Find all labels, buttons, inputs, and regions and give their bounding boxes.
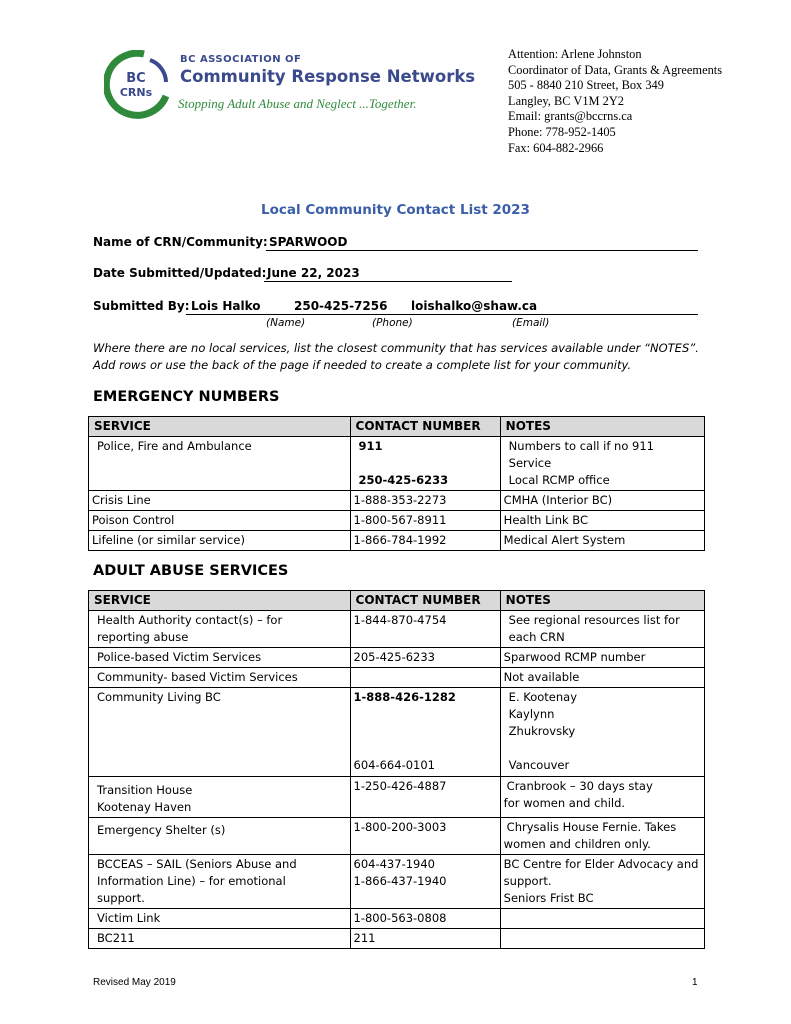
table-row: [89, 491, 705, 511]
table-row: [89, 648, 705, 668]
notes-cell: Chrysalis House Fernie. Takes: [506, 820, 677, 834]
service-cell: Community- based Victim Services: [97, 670, 298, 684]
notes-cell: [500, 909, 704, 929]
table-row: [89, 777, 705, 818]
notes-cell: E. Kootenay: [508, 690, 578, 704]
contact-cell: 1-866-784-1992: [350, 531, 500, 551]
sublabel-name: (Name): [266, 317, 306, 329]
service-cell: Emergency Shelter (s): [97, 823, 226, 837]
sublabel-email: (Email): [512, 317, 550, 329]
contact-city: Langley, BC V1M 2Y2: [508, 93, 624, 108]
service-cell: support.: [97, 891, 145, 905]
submitted-name: Lois Halko: [191, 299, 261, 313]
instruction-line: Where there are no local services, list the closest community that has services available under “NOTES”.: [93, 341, 699, 355]
contact-phone: Phone: 778-952-1405: [508, 124, 616, 139]
table-row: [89, 929, 705, 949]
contact-cell: 1-800-200-3003: [350, 818, 500, 855]
abuse-heading: ADULT ABUSE SERVICES: [93, 563, 289, 579]
contact-cell: 205-425-6233: [350, 648, 500, 668]
contact-cell: 1-888-426-1282: [353, 690, 456, 704]
instructions: [93, 340, 699, 374]
service-cell: Kootenay Haven: [97, 800, 192, 814]
submitted-email: loishalko@shaw.ca: [411, 299, 538, 313]
table-row: [89, 909, 705, 929]
sublabel-phone: (Phone): [372, 317, 413, 329]
service-cell: Police-based Victim Services: [97, 650, 262, 664]
table-row: [89, 437, 705, 491]
table-header-row: [89, 417, 705, 437]
service-cell: BC211: [97, 931, 135, 945]
contact-cell: 1-250-426-4887: [350, 777, 500, 818]
contact-cell: 604-664-0101: [353, 758, 435, 772]
notes-cell: Sparwood RCMP number: [500, 648, 704, 668]
contact-street: 505 - 8840 210 Street, Box 349: [508, 78, 664, 93]
header-notes: NOTES: [500, 417, 704, 437]
notes-cell: Kaylynn: [508, 707, 555, 721]
crn-label: Name of CRN/Community:: [93, 235, 268, 249]
header-contact: CONTACT NUMBER: [350, 591, 500, 611]
logo-line1: BC ASSOCIATION OF: [180, 54, 302, 65]
emergency-heading: EMERGENCY NUMBERS: [93, 389, 280, 405]
contact-email[interactable]: Email: grants@bccrns.ca: [508, 109, 633, 124]
table-row: [89, 511, 705, 531]
emergency-table: [88, 416, 705, 551]
header-notes: NOTES: [500, 591, 704, 611]
date-field: [264, 266, 512, 282]
service-cell: Community Living BC: [97, 690, 221, 704]
notes-cell: each CRN: [508, 630, 565, 644]
notes-cell: women and children only.: [503, 837, 651, 851]
service-cell: Victim Link: [97, 911, 161, 925]
footer-revised: Revised May 2019: [93, 977, 176, 988]
notes-cell: Vancouver: [508, 758, 570, 772]
table-row: [89, 855, 705, 909]
notes-cell: support.: [503, 874, 552, 888]
crn-value: SPARWOOD: [269, 235, 348, 249]
contact-cell: 911: [358, 439, 383, 453]
contact-cell: 1-866-437-1940: [353, 874, 447, 888]
bc-crns-logo: [104, 50, 476, 120]
contact-block: [508, 47, 722, 156]
header-service: SERVICE: [89, 417, 351, 437]
date-value: June 22, 2023: [267, 266, 360, 280]
contact-role: Coordinator of Data, Grants & Agreements: [508, 62, 723, 77]
contact-cell: 1-800-563-0808: [350, 909, 500, 929]
table-header-row: [89, 591, 705, 611]
notes-cell: See regional resources list for: [508, 613, 680, 627]
service-cell: Health Authority contact(s) – for: [97, 613, 283, 627]
notes-cell: for women and child.: [503, 796, 626, 810]
service-cell: Crisis Line: [89, 491, 351, 511]
contact-attention: Attention: Arlene Johnston: [508, 47, 642, 61]
table-row: [89, 668, 705, 688]
contact-cell: 1-800-567-8911: [350, 511, 500, 531]
bc-crns-emblem-icon: [104, 50, 176, 120]
table-row: [89, 531, 705, 551]
notes-cell: Seniors Frist BC: [503, 891, 594, 905]
notes-cell: Numbers to call if no 911: [508, 439, 654, 453]
notes-cell: BC Centre for Elder Advocacy and: [503, 857, 699, 871]
service-cell: Police, Fire and Ambulance: [97, 439, 252, 453]
table-row: [89, 611, 705, 648]
instruction-line: Add rows or use the back of the page if needed to create a complete list for your community.: [93, 358, 632, 372]
page-number: 1: [692, 977, 698, 988]
contact-cell: [350, 668, 500, 688]
service-cell: Transition House: [97, 783, 193, 797]
svg-text:BC: BC: [126, 71, 146, 86]
notes-cell: [500, 929, 704, 949]
abuse-table: [88, 590, 705, 949]
submitted-field: [186, 299, 698, 315]
contact-cell: 1-888-353-2273: [350, 491, 500, 511]
contact-cell: 250-425-6233: [358, 473, 449, 487]
submitted-phone: 250-425-7256: [294, 299, 388, 313]
document-title: Local Community Contact List 2023: [261, 202, 530, 218]
notes-cell: Local RCMP office: [508, 473, 610, 487]
service-cell: Poison Control: [89, 511, 351, 531]
contact-cell: 1-844-870-4754: [350, 611, 500, 648]
table-row: [89, 818, 705, 855]
notes-cell: Zhukrovsky: [508, 724, 576, 738]
notes-cell: Service: [508, 456, 552, 470]
crn-field: [266, 235, 698, 251]
service-cell: BCCEAS – SAIL (Seniors Abuse and: [97, 857, 297, 871]
date-label: Date Submitted/Updated:: [93, 266, 267, 280]
header-service: SERVICE: [89, 591, 351, 611]
logo-line2: Community Response Networks: [180, 67, 476, 86]
logo-tagline: Stopping Adult Abuse and Neglect ...Together.: [178, 96, 417, 111]
notes-cell: Medical Alert System: [500, 531, 704, 551]
contact-fax: Fax: 604-882-2966: [508, 140, 604, 155]
notes-cell: Not available: [500, 668, 704, 688]
contact-cell: 604-437-1940: [353, 857, 435, 871]
svg-text:CRNs: CRNs: [119, 86, 153, 99]
service-cell: reporting abuse: [97, 630, 189, 644]
notes-cell: CMHA (Interior BC): [500, 491, 704, 511]
notes-cell: Cranbrook – 30 days stay: [506, 779, 653, 793]
notes-cell: Health Link BC: [500, 511, 704, 531]
table-row: [89, 688, 705, 777]
contact-cell: 211: [350, 929, 500, 949]
submitted-label: Submitted By:: [93, 299, 190, 313]
header-contact: CONTACT NUMBER: [350, 417, 500, 437]
service-cell: Lifeline (or similar service): [89, 531, 351, 551]
service-cell: Information Line) – for emotional: [97, 874, 286, 888]
